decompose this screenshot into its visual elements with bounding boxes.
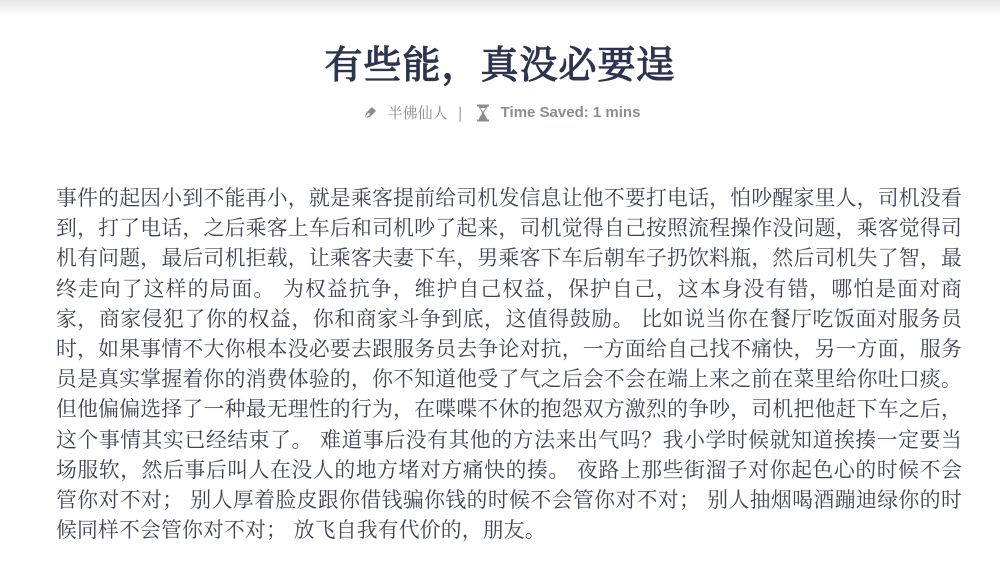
article-title: 有些能，真没必要逞 — [324, 43, 676, 88]
meta-separator: | — [457, 104, 463, 122]
pen-icon — [360, 103, 380, 123]
author-name[interactable]: 半佛仙人 — [387, 104, 448, 122]
article-body: 事件的起因小到不能再小，就是乘客提前给司机发信息让他不要打电话，怕吵醒家里人，司机没看到，打了电话，之后乘客上车后和司机吵了起来，司机觉得自己按照流程操作没问题，乘客觉得司机有问题，最后司机拒载，让乘客夫妻下车，男乘客下车后朝车子扔饮料瓶，然后司机失了智，最终走向了这样的局面。 为权益抗争，维护自己权益，保护自己，这本身没有错，哪怕是面对商家，商家侵犯了你的权益，你和商家斗争到底，这值得鼓励。 比如说当你在餐厅吃饭面对服务员时，如果事情不大你根本没必要去跟服务员去争论对抗，一方面给自己找不痛快，另一方面，服务员是真实掌握着你的消费体验的，你不知道他受了气之后会不会在端上来之前在菜里给你吐口痰。 但他偏偏选择了一种最无理性的行为，在喋喋不休的抱怨双方激烈的争吵，司机把他赶下车之后，这个事情其实已经结束了。 难道事后没有其他的方法来出气吗？我小学时候就知道挨揍一定要当场服软，然后事后叫人在没人的地方堵对方痛快的揍。 夜路上那些街溜子对你起色心的时候不会管你对不对； 别人厚着脸皮跟你借钱骗你钱的时候不会管你对不对； 别人抽烟喝酒蹦迪绿你的时候同样不会管你对不对； 放飞自我有代价的，朋友。 — [56, 186, 962, 543]
time-saved: Time Saved: 1 mins — [500, 104, 641, 121]
article-meta — [0, 100, 1000, 126]
hourglass-icon — [473, 103, 493, 123]
